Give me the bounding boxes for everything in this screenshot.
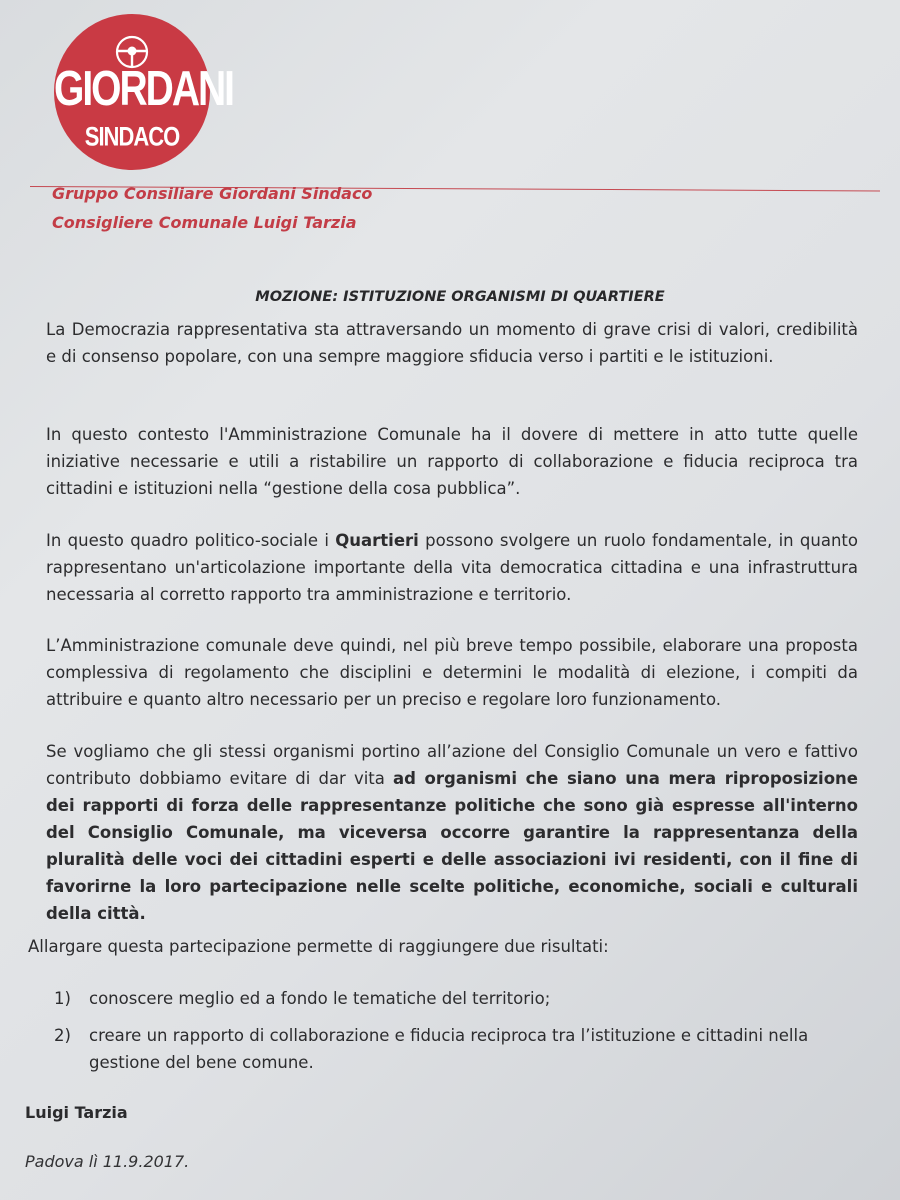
- logo-text-sindaco: SINDACO: [84, 121, 180, 152]
- list-item-text: creare un rapporto di collaborazione e fiducia reciproca tra l’istituzione e cittadini nella gestione del bene comune.: [89, 1026, 809, 1072]
- paragraph-3-part-a: In questo quadro politico-sociale i: [46, 531, 336, 550]
- list-item-number: 2): [54, 1026, 71, 1045]
- paragraph-1: La Democrazia rappresentativa sta attraversando un momento di grave crisi di valori, credibilità e di consenso popolare, con una sempre maggiore sfiducia verso i partiti e le istituzioni.: [46, 320, 858, 366]
- paragraph-3: [46, 527, 858, 608]
- paragraph-3-bold: Quartieri: [335, 531, 419, 550]
- paragraph-3-part-b: possono svolgere un ruolo fondamentale, in quanto rappresentano un'articolazione importante della vita democratica cittadina e una infrastruttura necessaria al corretto rapporto tra amministrazione e territorio.: [46, 531, 858, 604]
- paragraph-5-part-a: Se vogliamo che gli stessi organismi portino all’azione del Consiglio Comunale un vero e fattivo contributo dobbiamo evitare di dar vita: [46, 742, 858, 788]
- paragraph-2: In questo contesto l'Amministrazione Comunale ha il dovere di mettere in atto tutte quelle iniziative necessarie e utili a ristabilire un rapporto di collaborazione e fiducia reciproca tra cittadini e istituzioni nella “gestione della cosa pubblica”.: [46, 425, 858, 498]
- place-date: Padova lì 11.9.2017.: [25, 1152, 190, 1171]
- council-group-name: Gruppo Consiliare Giordani Sindaco: [52, 184, 373, 203]
- paragraph-5: [46, 738, 858, 927]
- paragraph-5-bold: ad organismi che siano una mera riproposizione dei rapporti di forza delle rappresentanze politiche che sono già espresse all'interno del Consiglio Comunale, ma viceversa occorre garantire la rappresentanza della pluralità delle voci dei cittadini esperti e delle associazioni ivi residenti, con il fine di favorirne la loro partecipazione nelle scelte politiche, economiche, sociali e culturali della città.: [46, 769, 858, 923]
- motion-title: MOZIONE: ISTITUZIONE ORGANISMI DI QUARTIERE: [255, 289, 665, 305]
- giordani-sindaco-logo: [54, 14, 233, 170]
- signature-name: Luigi Tarzia: [25, 1103, 128, 1122]
- councillor-name: Consigliere Comunale Luigi Tarzia: [52, 213, 357, 232]
- paragraph-4: L’Amministrazione comunale deve quindi, nel più breve tempo possibile, elaborare una proposta complessiva di regolamento che disciplini e determini le modalità di elezione, i compiti da attribuire e quanto altro necessario per un preciso e regolare loro funzionamento.: [46, 636, 858, 709]
- list-item-text: conoscere meglio ed a fondo le tematiche del territorio;: [89, 989, 551, 1008]
- list-item-number: 1): [54, 989, 71, 1008]
- paragraph-6: Allargare questa partecipazione permette di raggiungere due risultati:: [28, 937, 609, 956]
- logo-text-giordani: GIORDANI: [54, 62, 233, 117]
